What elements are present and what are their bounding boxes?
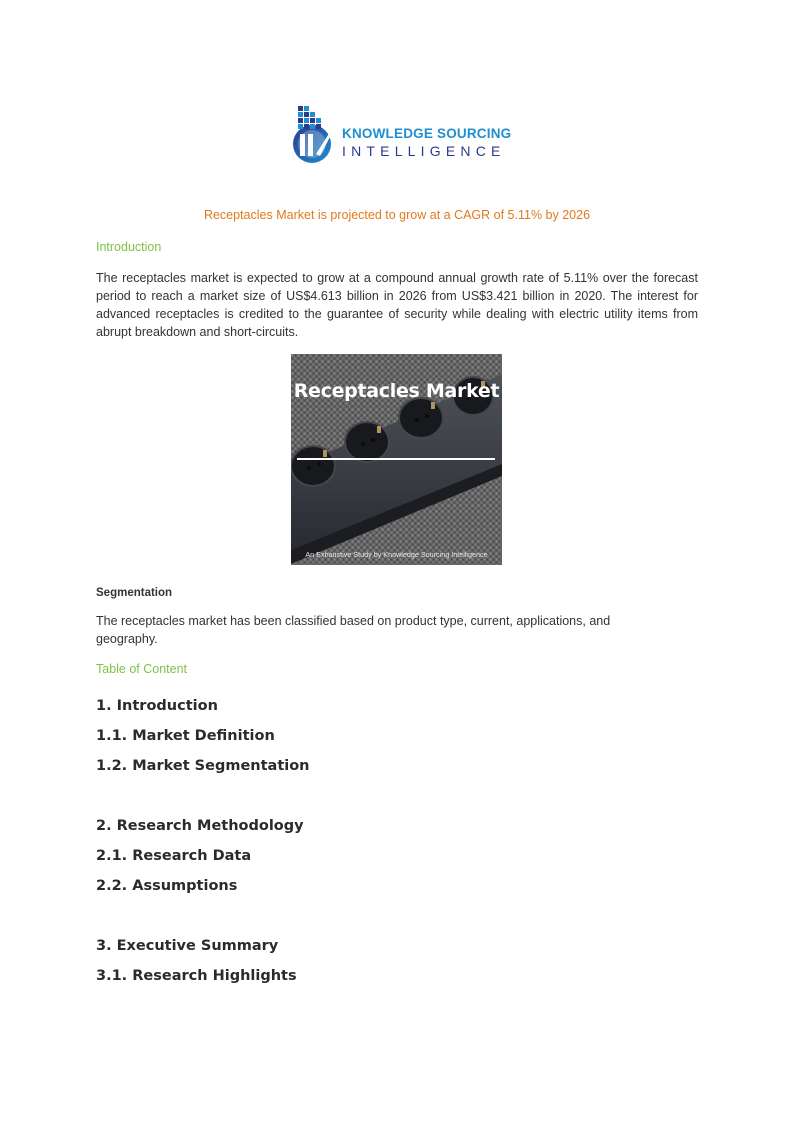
toc-item: 3. Executive Summary xyxy=(96,938,279,954)
page-title: Receptacles Market is projected to grow at a CAGR of 5.11% by 2026 xyxy=(203,208,591,222)
toc-item: 3.1. Research Highlights xyxy=(96,968,297,984)
segmentation-heading: Segmentation xyxy=(96,587,173,599)
segmentation-paragraph: The receptacles market has been classified based on product type, current, applications, and geography. xyxy=(96,614,611,646)
logo-mark-icon xyxy=(290,104,342,166)
toc-heading: Table of Content xyxy=(96,662,188,676)
toc-item: 1. Introduction xyxy=(96,698,218,714)
hero-divider xyxy=(297,458,495,460)
toc-item: 1.2. Market Segmentation xyxy=(96,758,310,774)
hero-caption: An Exhaustive Study by Knowledge Sourcing Intelligence xyxy=(305,550,488,559)
introduction-heading: Introduction xyxy=(96,240,162,254)
toc-item: 2. Research Methodology xyxy=(96,818,304,834)
toc-item: 1.1. Market Definition xyxy=(96,728,275,744)
toc-item: 2.2. Assumptions xyxy=(96,878,238,894)
hero-title: Receptacles Market xyxy=(293,380,500,402)
hero-image xyxy=(291,354,502,565)
logo-text-bottom: INTELLIGENCE xyxy=(342,143,506,159)
toc-item: 2.1. Research Data xyxy=(96,848,252,864)
introduction-paragraph: The receptacles market is expected to grow at a compound annual growth rate of 5.11% over the forecast period to reach a market size of US$4.613 billion in 2026 from US$3.421 billion in 2020. The interest for advanced receptacles is credited to the guarantee of security while dealing with electric utility items from abrupt breakdown and short-circuits. xyxy=(96,271,698,339)
company-logo xyxy=(290,104,510,166)
logo-text-top: KNOWLEDGE SOURCING xyxy=(342,126,512,141)
